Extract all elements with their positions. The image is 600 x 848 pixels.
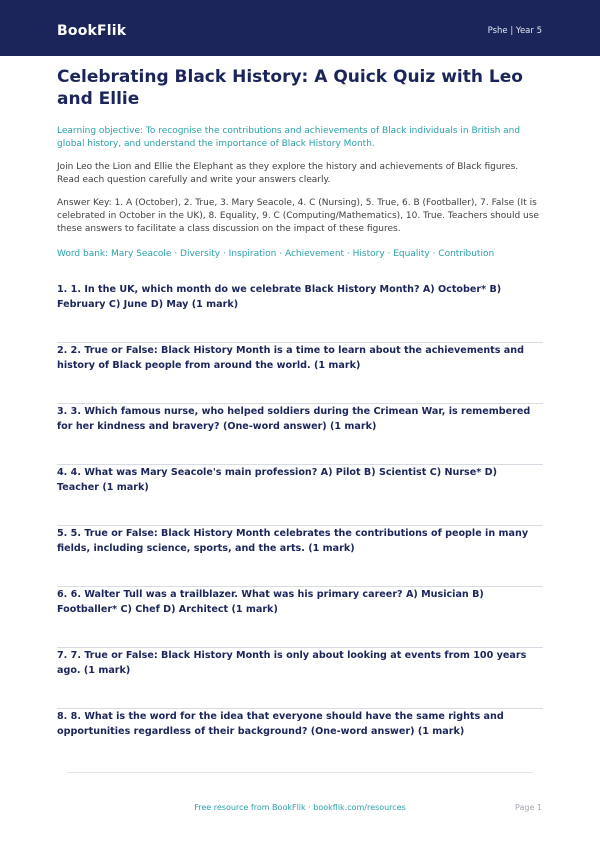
question-item: [57, 282, 543, 343]
question-text: 5. 5. True or False: Black History Month celebrates the contributions of people in many fields, including science, sports, and the arts. (1 mark): [57, 528, 529, 554]
question-text: 4. 4. What was Mary Seacole's main profession? A) Pilot B) Scientist C) Nurse* D) Teacher (1 mark): [57, 467, 497, 493]
question-item: [57, 526, 543, 587]
intro-text: Join Leo the Lion and Ellie the Elephant as they explore the history and achievements of Black figures. Read each question carefully and write your answers clearly.: [57, 162, 519, 185]
question-list: [57, 282, 543, 770]
question-item: [57, 587, 543, 648]
learning-objective: Learning objective: To recognise the contributions and achievements of Black individuals in British and global history, and understand the importance of Black History Month.: [57, 126, 521, 149]
question-text: 7. 7. True or False: Black History Month is only about looking at events from 100 years ago. (1 mark): [57, 650, 527, 676]
word-bank: Word bank: Mary Seacole · Diversity · Inspiration · Achievement · History · Equality · Contribution: [57, 249, 495, 259]
question-item: [57, 709, 543, 770]
page-number: Page 1: [515, 803, 542, 812]
worksheet-title: Celebrating Black History: A Quick Quiz with Leo and Ellie: [57, 67, 523, 109]
question-text: 2. 2. True or False: Black History Month is a time to learn about the achievements and history of Black people from around the world. (1 mark): [57, 345, 524, 371]
question-item: [57, 404, 543, 465]
page-header: [0, 0, 600, 56]
question-item: [57, 648, 543, 709]
question-item: [57, 465, 543, 526]
answer-line: [67, 772, 533, 773]
question-text: 8. 8. What is the word for the idea that everyone should have the same rights and opportunities regardless of their background? (One-word answer) (1 mark): [57, 711, 504, 737]
answer-key: Answer Key: 1. A (October), 2. True, 3. Mary Seacole, 4. C (Nursing), 5. True, 6. B (Footballer), 7. False (It is celebrated in October in the UK), 8. Equality, 9. C (Computing/Mathematics), 10. True. Teachers should use these answers to facilitate a class discussion on the impact of these figures.: [57, 198, 539, 234]
worksheet-content: [57, 66, 543, 770]
question-text: 6. 6. Walter Tull was a trailblazer. What was his primary career? A) Musician B) Footballer* C) Chef D) Architect (1 mark): [57, 589, 484, 615]
question-text: 1. 1. In the UK, which month do we celebrate Black History Month? A) October* B) February C) June D) May (1 mark): [57, 284, 502, 310]
footer-link[interactable]: Free resource from BookFlik · bookflik.com/resources: [194, 803, 406, 812]
question-text: 3. 3. Which famous nurse, who helped soldiers during the Crimean War, is remembered for her kindness and bravery? (One-word answer) (1 mark): [57, 406, 531, 432]
question-item: [57, 343, 543, 404]
subject-year-label: Pshe | Year 5: [487, 26, 542, 36]
brand-logo[interactable]: BookFlik: [57, 23, 127, 39]
